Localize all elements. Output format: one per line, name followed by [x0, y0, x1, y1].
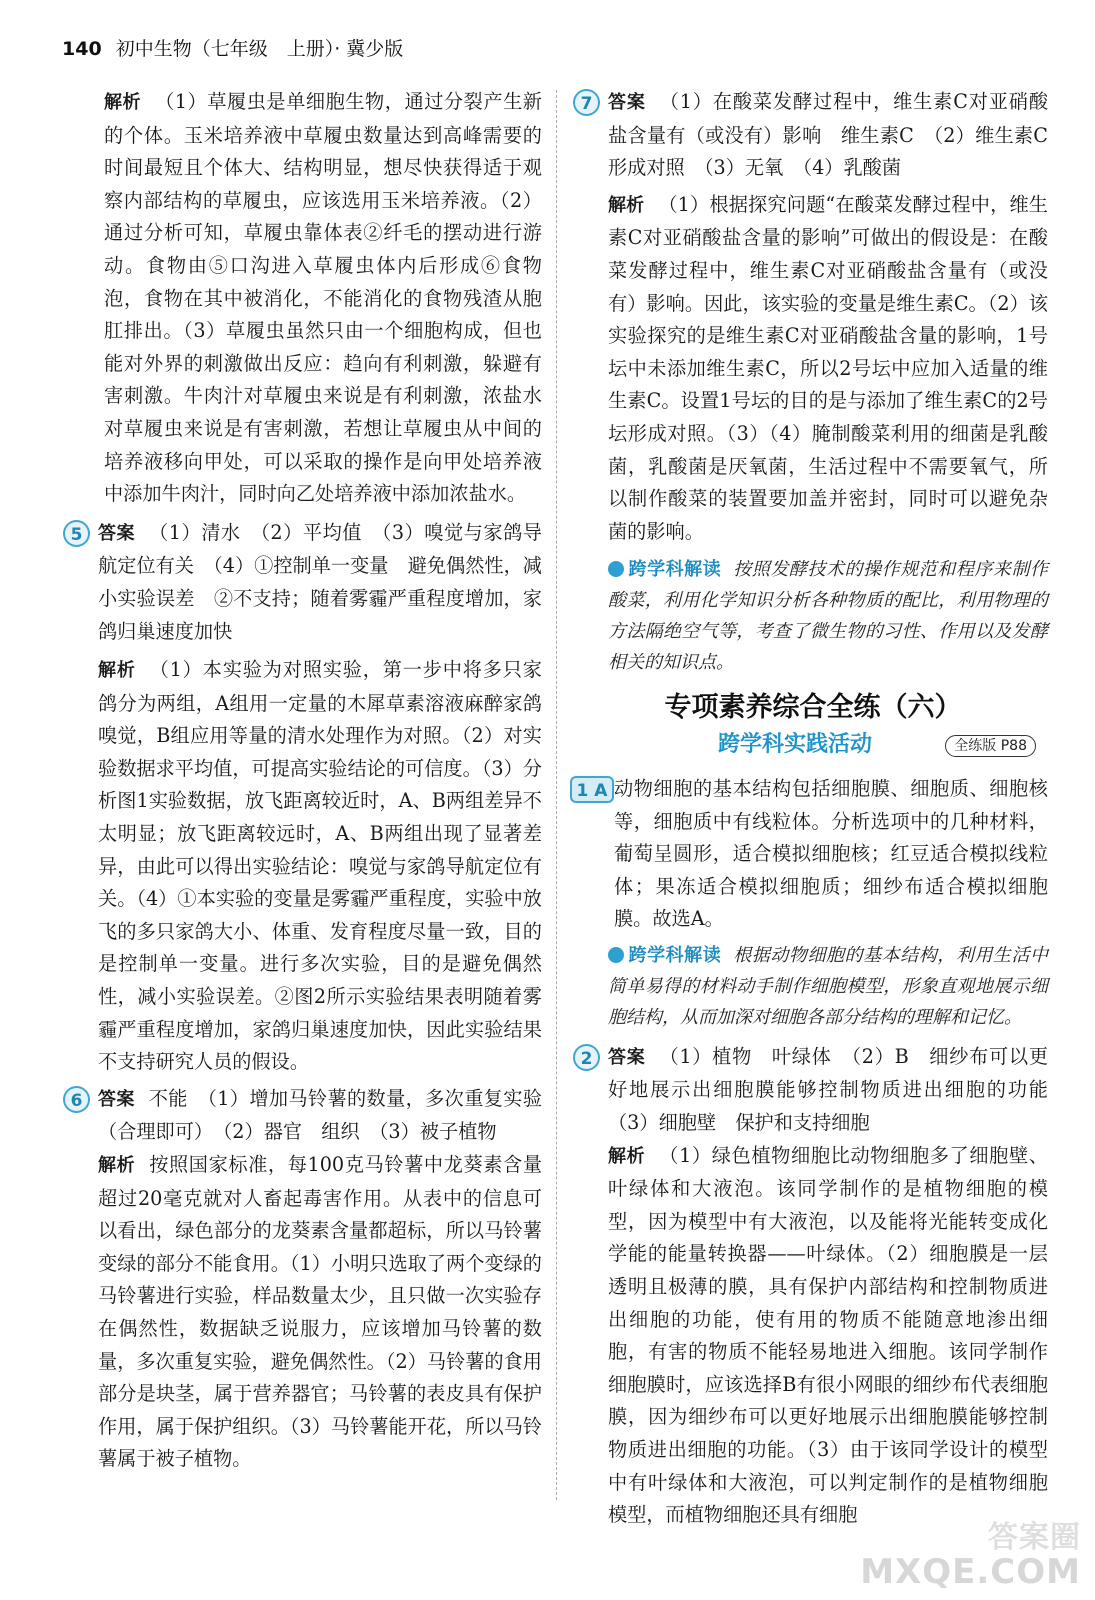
section-subtitle: 跨学科实践活动: [718, 731, 873, 757]
blue-dot-icon: [608, 561, 624, 577]
s2-answer: [578, 1041, 1068, 1140]
q7-cross-text: 按照发酵技术的操作规范和程序来制作酸菜，利用化学知识分析各种物质的配比，利用物理的方法隔绝空气等，考查了微生物的习性、作用以及发酵相关的知识点。: [608, 559, 1049, 674]
q6-analysis: [68, 1149, 542, 1476]
site-watermark: [860, 1512, 1081, 1592]
watermark-cn: 答案圈: [988, 1520, 1081, 1555]
page-reference-badge: 全练版 P88: [945, 735, 1036, 757]
q7-analysis: [578, 189, 1048, 549]
s1-number-badge: 1 A: [570, 776, 614, 803]
q5-answer-text: （1）清水 （2）平均值 （3）嗅觉与家鸽导航定位有关 （4）①控制单一变量 避免偶然性，减小实验误差 ②不支持；随着雾霾严重程度增加，家鸽归巢速度加快: [98, 520, 542, 643]
section-title: 专项素养综合全练（六）: [664, 692, 962, 724]
q6-answer: [68, 1083, 542, 1149]
s2-number-badge: 2: [573, 1044, 600, 1071]
s1-cross-discipline: [578, 940, 1048, 1033]
cross-discipline-label: [608, 945, 721, 966]
q7-answer: [578, 86, 1048, 185]
q6-analysis-text: 按照国家标准，每100克马铃薯中龙葵素含量超过20毫克就对人畜起毒害作用。从表中的信息可以看出，绿色部分的龙葵素含量都超标，所以马铃薯变绿的部分不能食用。（1）小明只选取了两个变绿的马铃薯进行实验，样品数量太少，且只做一次实验存在偶然性，数据缺乏说服力，应该增加马铃薯的数量，多次重复实验，避免偶然性。（2）马铃薯的食用部分是块茎，属于营养器官；马铃薯的表皮具有保护作用，属于保护组织。（3）马铃薯能开花，所以马铃薯属于被子植物。: [98, 1153, 543, 1471]
right-column: [576, 86, 1068, 1532]
answer-label: 答案: [608, 1046, 646, 1068]
answer-label: 答案: [608, 92, 646, 113]
s2-analysis: [578, 1140, 1048, 1532]
q6-answer-text: 不能 （1）增加马铃薯的数量，多次重复实验（合理即可） （2）器官 组织 （3）被子植物: [98, 1086, 543, 1144]
q6-number-badge: 6: [63, 1086, 90, 1113]
section-subtitle-row: [578, 729, 1048, 767]
cross-discipline-label: [608, 559, 721, 580]
s1-cross-text: 根据动物细胞的基本结构，利用生活中简单易得的材料动手制作细胞模型，形象直观地展示细胞结构，从而加深对细胞各部分结构的理解和记忆。: [608, 944, 1049, 1028]
page-header: [62, 34, 403, 61]
q4-analysis: [68, 86, 542, 511]
left-column: [68, 86, 542, 1476]
column-divider: [556, 90, 557, 1500]
q5-analysis: [68, 654, 542, 1079]
q7-cross-discipline: [578, 554, 1048, 678]
s2-answer-text: （1）植物 叶绿体 （2）B 细纱布可以更好地展示出细胞膜能够控制物质进出细胞的功能 （3）细胞壁 保护和支持细胞: [608, 1044, 1068, 1135]
answer-label: 答案: [98, 1088, 135, 1110]
s2-analysis-text: （1）绿色植物细胞比动物细胞多了细胞壁、叶绿体和大液泡。该同学制作的是植物细胞的模型，因为模型中有大液泡，以及能将光能转变成化学能的能量转换器——叶绿体。（2）细胞膜是一层透明且极薄的膜，具有保护内部结构和控制物质进出细胞的功能，使有用的物质不能随意地渗出细胞，有害的物质不能轻易地进入细胞。该同学制作细胞膜时，应该选择B有很小网眼的细纱布代表细胞膜，因为细纱布可以更好地展示出细胞膜能够控制物质进出细胞的功能。（3）由于该同学设计的模型中有叶绿体和大液泡，可以判定制作的是植物细胞模型，而植物细胞还具有细胞: [608, 1143, 1048, 1527]
analysis-label: 解析: [98, 1155, 136, 1176]
answer-label: 答案: [98, 522, 136, 544]
blue-dot-icon: [608, 947, 624, 963]
q7-answer-text: （1）在酸菜发酵过程中，维生素C对亚硝酸盐含量有（或没有）影响 维生素C （2）维生素C形成对照 （3）无氧 （4）乳酸菌: [608, 90, 1049, 180]
page-number: 140: [62, 38, 102, 60]
cross-label-text: 跨学科解读: [628, 944, 722, 966]
analysis-label: 解析: [608, 1145, 646, 1167]
q5-analysis-text: （1）本实验为对照实验，第一步中将多只家鸽分为两组，A组用一定量的木犀草素溶液麻醉家鸽嗅觉，B组应用等量的清水处理作为对照。（2）对实验数据求平均值，可提高实验结论的可信度。（3）分析图1实验数据，放飞距离较近时，A、B两组差异不太明显；放飞距离较远时，A、B两组出现了显著差异，由此可以得出实验结论：嗅觉与家鸽导航定位有关。（4）①本实验的变量是雾霾严重程度，实验中放飞的多只家鸽大小、体重、发育程度尽量一致，目的是控制单一变量。进行多次实验，目的是避免偶然性，减小实验误差。②图2所示实验结果表明随着雾霾严重程度增加，家鸽归巢速度加快，因此实验结果不支持研究人员的假设。: [98, 658, 542, 1074]
q4-analysis-text: （1）草履虫是单细胞生物，通过分裂产生新的个体。玉米培养液中草履虫数量达到高峰需要的时间最短且个体大、结构明显，想尽快获得适于观察内部结构的草履虫，应该选用玉米培养液。（2）通过分析可知，草履虫靠体表②纤毛的摆动进行游动。食物由⑤口沟进入草履虫体内后形成⑥食物泡，食物在其中被消化，不能消化的食物残渣从胞肛排出。（3）草履虫虽然只由一个细胞构成，但也能对外界的刺激做出反应：趋向有利刺激，躲避有害刺激。牛肉汁对草履虫来说是有利刺激，浓盐水对草履虫来说是有害刺激，若想让草履虫从中间的培养液移向甲处，可以采取的操作是向甲处培养液中添加牛肉汁，同时向乙处培养液中添加浓盐水。: [104, 90, 542, 506]
s1-answer: [578, 773, 1048, 936]
q5-number-badge: 5: [63, 520, 90, 547]
s1-text: 动物细胞的基本结构包括细胞膜、细胞质、细胞核等，细胞质中有线粒体。分析选项中的几种材料，葡萄呈圆形，适合模拟细胞核；红豆适合模拟线粒体；果冻适合模拟细胞质；细纱布适合模拟细胞膜。故选A。: [614, 776, 1048, 931]
analysis-label: 解析: [608, 194, 645, 216]
analysis-label: 解析: [104, 92, 142, 113]
cross-label-text: 跨学科解读: [628, 559, 722, 581]
analysis-label: 解析: [98, 660, 136, 682]
q7-number-badge: 7: [573, 89, 600, 116]
q7-analysis-text: （1）根据探究问题“在酸菜发酵过程中，维生素C对亚硝酸盐含量的影响”可做出的假设是：在酸菜发酵过程中，维生素C对亚硝酸盐含量有（或没有）影响。因此，该实验的变量是维生素C。（2）该实验探究的是维生素C对亚硝酸盐含量的影响，1号坛中未添加维生素C，所以2号坛中应加入适量的维生素C。设置1号坛的目的是与添加了维生素C的2号坛形成对照。（3）（4）腌制酸菜利用的细菌是乳酸菌，乳酸菌是厌氧菌，生活过程中不需要氧气，所以制作酸菜的装置要加盖并密封，同时可以避免杂菌的影响。: [608, 192, 1048, 543]
q5-answer: [68, 517, 542, 648]
watermark-en: MXQE.COM: [860, 1552, 1081, 1592]
book-title: 初中生物（七年级 上册）· 冀少版: [115, 38, 404, 60]
